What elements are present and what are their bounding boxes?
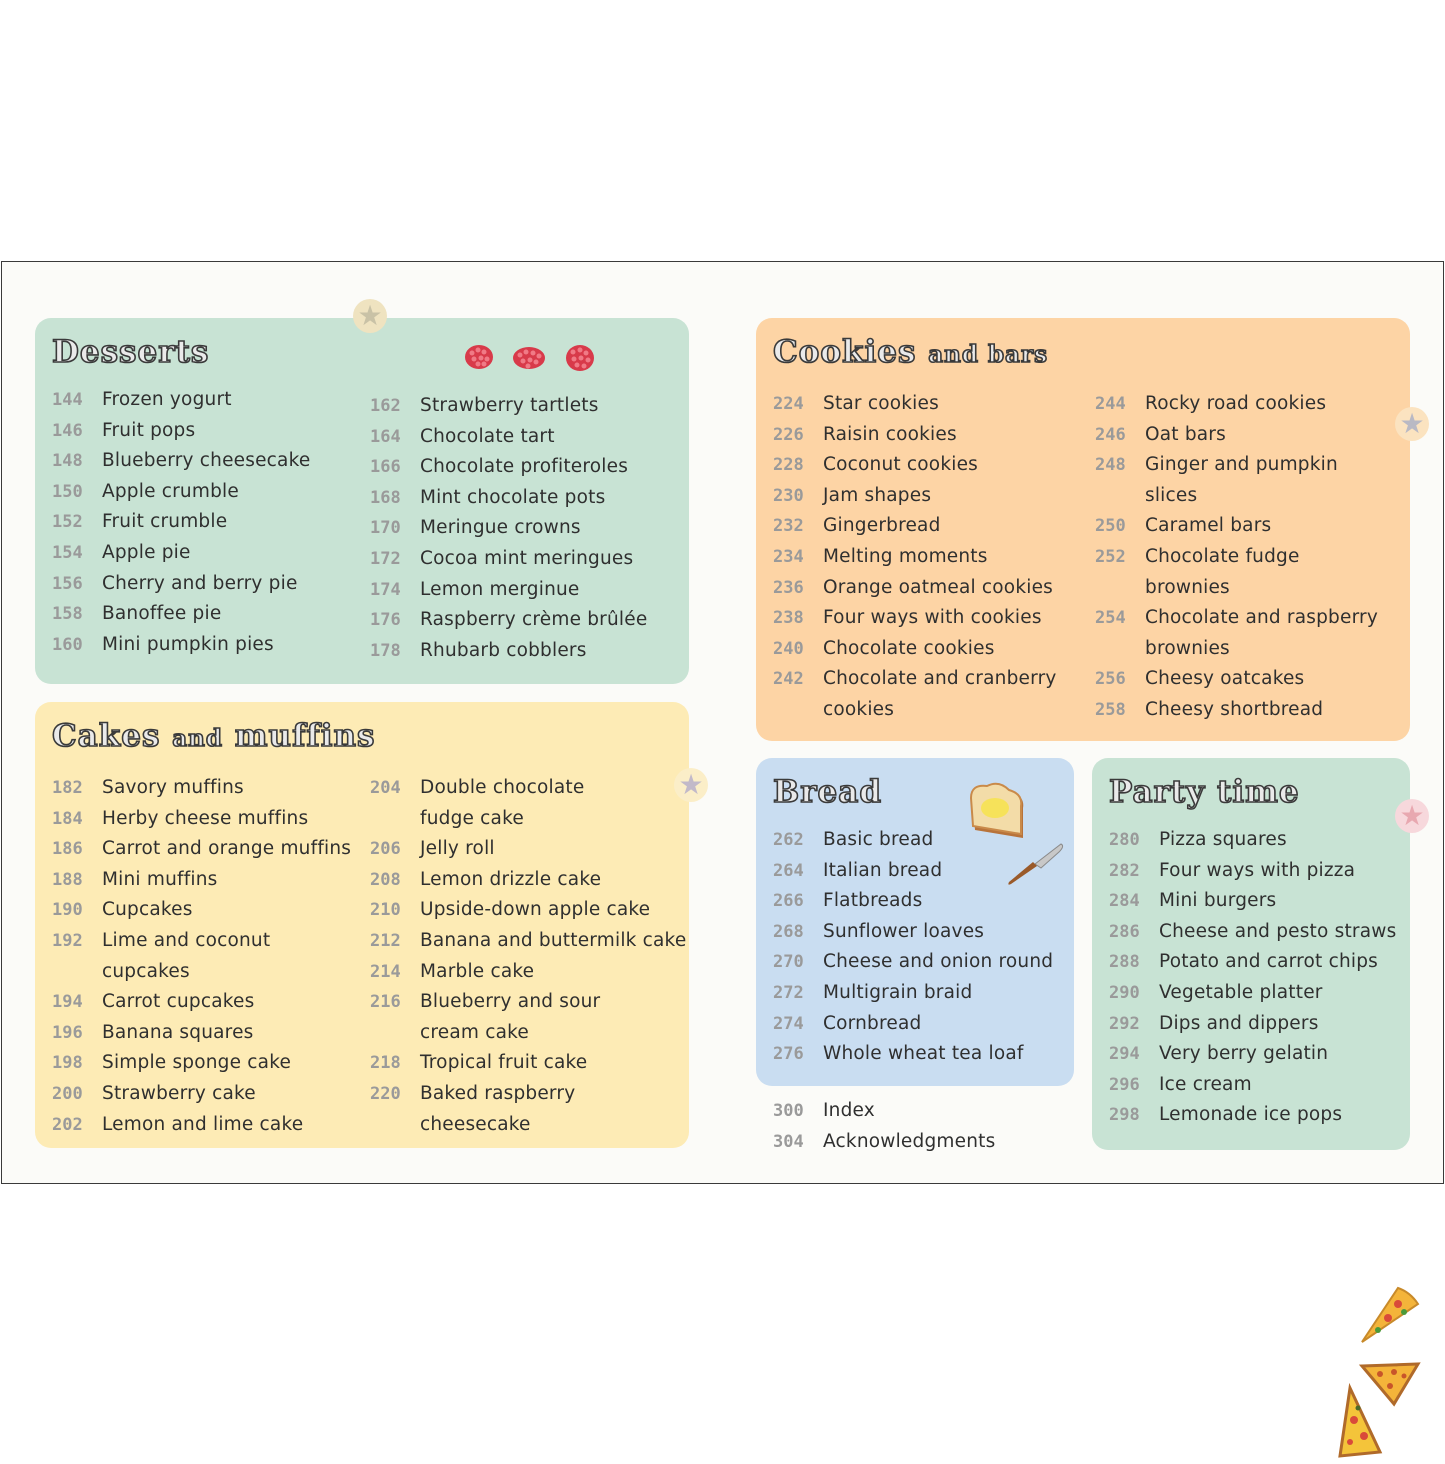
toc-entry-title: Lemonade ice pops [1159, 1104, 1343, 1126]
toc-page-number: 168 [370, 487, 401, 508]
raspberry-icon [464, 342, 498, 372]
toc-page-number: 234 [773, 547, 804, 567]
toc-entry-title: Sunflower loaves [823, 920, 985, 942]
toc-page-number: 268 [773, 921, 804, 942]
toc-entry-title: brownies [1145, 576, 1230, 598]
toc-page-number: 166 [370, 457, 401, 478]
toc-entry-title: Cheese and onion round [823, 951, 1054, 973]
toc-entry-title: Fruit pops [102, 419, 196, 441]
toc-entry-title: Mini pumpkin pies [102, 633, 274, 655]
toc-entry-title: Strawberry cake [102, 1083, 256, 1104]
toc-page-number: 162 [370, 396, 401, 416]
toc-page-number: 164 [370, 426, 401, 447]
toc-page-number: 296 [1109, 1074, 1140, 1095]
toc-page-number: 304 [773, 1131, 804, 1152]
toc-page-number: 204 [370, 778, 401, 798]
toc-entry-title: Raisin cookies [823, 423, 957, 445]
toc-entry-title: Jelly roll [420, 838, 495, 860]
toc-page-number: 248 [1095, 455, 1126, 476]
toc-entry-title: Carrot and orange muffins [102, 838, 352, 860]
toc-page-number: 290 [1109, 983, 1140, 1003]
toc-page-number: 160 [52, 634, 83, 655]
toc-page-number: 212 [370, 931, 401, 951]
toc-entry-title: Whole wheat tea loaf [823, 1043, 1024, 1065]
toc-entry-title: Chocolate profiteroles [420, 456, 629, 478]
toast-icon [967, 780, 1033, 846]
toc-page-number: 200 [52, 1084, 83, 1104]
cookies-title-word: Cookies [773, 334, 917, 370]
toc-entry-title: Flatbreads [823, 890, 923, 912]
cakes-title [52, 718, 376, 754]
toc-page-number: 148 [52, 451, 83, 472]
butter-knife-icon [1005, 840, 1065, 890]
raspberry-icon [511, 344, 547, 372]
toc-entry-title: Simple sponge cake [102, 1052, 292, 1074]
toc-entry-title: Melting moments [823, 546, 988, 567]
toc-page-number: 226 [773, 424, 804, 445]
toc-entry-title: Apple pie [102, 542, 191, 563]
toc-entry-title: Star cookies [823, 393, 939, 414]
toc-entry-title: slices [1145, 484, 1198, 506]
toc-page-number: 214 [370, 961, 401, 982]
toc-page-number: 220 [370, 1084, 401, 1104]
cookies-title [773, 334, 1048, 370]
toc-entry-title: Upside-down apple cake [420, 899, 651, 921]
cakes-title-word: Cakes [52, 718, 161, 754]
star-icon: ★ [353, 299, 387, 333]
toc-page-number: 250 [1095, 516, 1126, 537]
toc-page-number: 186 [52, 839, 83, 860]
toc-page-number: 190 [52, 900, 83, 921]
toc-entry-title: Dips and dippers [1159, 1012, 1319, 1034]
toc-page-number: 294 [1109, 1044, 1140, 1065]
toc-entry-title: Chocolate cookies [823, 637, 995, 659]
toc-entry-title: Orange oatmeal cookies [823, 576, 1053, 598]
toc-page-number: 252 [1095, 547, 1126, 567]
toc-page-number: 300 [773, 1101, 804, 1121]
desserts-title: Desserts [52, 334, 210, 370]
toc-page-number: 198 [52, 1053, 83, 1074]
toc-page-number: 178 [370, 640, 401, 661]
contents-page [1, 261, 1444, 1184]
toc-page-number: 144 [52, 390, 83, 410]
toc-page-number: 258 [1095, 700, 1126, 720]
toc-page-number: 256 [1095, 669, 1126, 690]
toc-entry-title: Mini burgers [1159, 890, 1277, 912]
toc-page-number: 158 [52, 604, 83, 625]
toc-entry-title: Oat bars [1145, 423, 1226, 445]
toc-page-number: 286 [1109, 921, 1140, 942]
toc-page-number: 176 [370, 610, 401, 631]
toc-page-number: 184 [52, 808, 83, 829]
toc-entry-title: Ice cream [1159, 1073, 1252, 1095]
toc-page-number: 228 [773, 455, 804, 476]
toc-entry-title: Cherry and berry pie [102, 572, 298, 594]
toc-entry-title: Index [823, 1100, 875, 1121]
toc-page-number: 210 [370, 900, 401, 921]
toc-entry-title: Cheesy oatcakes [1145, 668, 1305, 690]
toc-page-number: 282 [1109, 860, 1140, 881]
toc-entry-title: Raspberry crème brûlée [420, 609, 648, 631]
toc-page-number: 224 [773, 394, 804, 414]
cakes-title-word: muffins [234, 718, 376, 754]
toc-entry-title: Cheesy shortbread [1145, 699, 1324, 720]
toc-entry-title: Savory muffins [102, 777, 244, 798]
toc-entry-title: Tropical fruit cake [420, 1052, 588, 1074]
toc-entry-title: Lime and coconut [102, 930, 271, 951]
toc-entry-title: fudge cake [420, 807, 524, 829]
toc-entry-title: Meringue crowns [420, 517, 581, 539]
party-title: Party time [1109, 774, 1300, 810]
toc-entry-title: Herby cheese muffins [102, 807, 309, 829]
bread-title: Bread [773, 774, 883, 810]
toc-page-number: 274 [773, 1013, 804, 1034]
toc-page-number: 188 [52, 869, 83, 890]
toc-entry-title: Rhubarb cobblers [420, 639, 587, 661]
toc-page-number: 216 [370, 992, 401, 1013]
toc-page-number: 272 [773, 983, 804, 1003]
toc-entry-title: Pizza squares [1159, 829, 1287, 850]
toc-page-number: 182 [52, 778, 83, 798]
toc-entry-title: Chocolate fudge [1145, 546, 1300, 567]
toc-entry-title: Cocoa mint meringues [420, 548, 634, 569]
toc-entry-title: Mint chocolate pots [420, 486, 606, 508]
toc-entry-title: Cheese and pesto straws [1159, 920, 1397, 942]
toc-page-number: 152 [52, 512, 83, 533]
toc-entry-title: Chocolate tart [420, 425, 555, 447]
toc-entry-title: Chocolate and raspberry [1145, 607, 1379, 629]
pizza-slice-icon [1358, 1282, 1428, 1348]
toc-page-number: 280 [1109, 830, 1140, 850]
star-icon: ★ [1395, 799, 1429, 833]
toc-entry-title: Jam shapes [823, 484, 932, 506]
toc-entry-title: Apple crumble [102, 480, 239, 502]
toc-page-number: 254 [1095, 608, 1126, 629]
toc-entry-title: Ginger and pumpkin [1145, 454, 1338, 476]
toc-page-number: 238 [773, 608, 804, 629]
toc-entry-title: Basic bread [823, 829, 934, 850]
toc-entry-title: Double chocolate [420, 777, 585, 798]
toc-entry-title: Four ways with pizza [1159, 859, 1356, 881]
toc-page-number: 262 [773, 830, 804, 850]
toc-entry-title: Gingerbread [823, 515, 941, 537]
toc-entry-title: Baked raspberry [420, 1083, 576, 1104]
toc-entry-title: Chocolate and cranberry [823, 668, 1057, 690]
toc-entry-title: brownies [1145, 637, 1230, 659]
toc-entry-title: Rocky road cookies [1145, 393, 1327, 414]
toc-entry-title: Frozen yogurt [102, 389, 232, 410]
toc-page-number: 288 [1109, 952, 1140, 973]
toc-page-number: 156 [52, 573, 83, 594]
toc-page-number: 266 [773, 891, 804, 912]
toc-entry-title: Lemon and lime cake [102, 1113, 304, 1135]
toc-page-number: 230 [773, 485, 804, 506]
toc-entry-title: cream cake [420, 1021, 529, 1043]
toc-page-number: 194 [52, 992, 83, 1013]
toc-page-number: 270 [773, 952, 804, 973]
toc-entry-title: Banoffee pie [102, 603, 222, 625]
toc-entry-title: cheesecake [420, 1113, 531, 1135]
toc-page-number: 172 [370, 549, 401, 569]
toc-entry-title: Banana squares [102, 1021, 254, 1043]
toc-entry-title: Mini muffins [102, 868, 218, 890]
toc-entry-title: Caramel bars [1145, 515, 1272, 537]
toc-entry-title: Italian bread [823, 859, 943, 881]
toc-entry-title: Banana and buttermilk cake [420, 930, 687, 951]
toc-page-number: 264 [773, 860, 804, 881]
toc-entry-title: cupcakes [102, 960, 190, 982]
toc-page-number: 150 [52, 481, 83, 502]
cakes-title-and: and [172, 725, 223, 752]
toc-entry-title: Blueberry cheesecake [102, 450, 311, 472]
toc-page-number: 240 [773, 638, 804, 659]
toc-page-number: 154 [52, 543, 83, 563]
cookies-title-rest: and bars [928, 341, 1049, 368]
toc-entry-title: Lemon drizzle cake [420, 868, 602, 890]
toc-page-number: 146 [52, 420, 83, 441]
toc-page-number: 208 [370, 869, 401, 890]
toc-entry-title: Cornbread [823, 1012, 922, 1034]
toc-page-number: 192 [52, 931, 83, 951]
toc-page-number: 236 [773, 577, 804, 598]
toc-entry-title: Carrot cupcakes [102, 991, 255, 1013]
toc-page-number: 276 [773, 1044, 804, 1065]
toc-page-number: 206 [370, 839, 401, 860]
star-icon: ★ [1395, 407, 1429, 441]
toc-page-number: 202 [52, 1114, 83, 1135]
toc-entry-title: Cupcakes [102, 899, 193, 921]
toc-entry-title: Blueberry and sour [420, 991, 601, 1013]
toc-page-number: 244 [1095, 394, 1126, 414]
toc-page-number: 284 [1109, 891, 1140, 912]
toc-entry-title: cookies [823, 699, 895, 720]
toc-entry-title: Potato and carrot chips [1159, 951, 1379, 973]
toc-entry-title: Marble cake [420, 960, 535, 982]
toc-entry-title: Four ways with cookies [823, 607, 1042, 629]
toc-entry-title: Multigrain braid [823, 982, 973, 1003]
toc-entry-title: Fruit crumble [102, 511, 228, 533]
pizza-slice-icon [1336, 1384, 1386, 1464]
toc-entry-title: Strawberry tartlets [420, 395, 599, 416]
toc-page-number: 232 [773, 516, 804, 537]
toc-page-number: 196 [52, 1022, 83, 1043]
toc-page-number: 174 [370, 579, 401, 600]
toc-entry-title: Acknowledgments [823, 1130, 996, 1152]
toc-page-number: 298 [1109, 1105, 1140, 1126]
toc-page-number: 170 [370, 518, 401, 539]
toc-page-number: 218 [370, 1053, 401, 1074]
toc-page-number: 246 [1095, 424, 1126, 445]
toc-entry-title: Vegetable platter [1159, 982, 1323, 1003]
toc-entry-title: Lemon merginue [420, 578, 580, 600]
toc-entry-title: Coconut cookies [823, 454, 978, 476]
toc-page-number: 292 [1109, 1013, 1140, 1034]
star-icon: ★ [674, 768, 708, 802]
toc-entry-title: Very berry gelatin [1159, 1043, 1329, 1065]
toc-page-number: 242 [773, 669, 804, 690]
raspberry-icon [563, 342, 597, 374]
